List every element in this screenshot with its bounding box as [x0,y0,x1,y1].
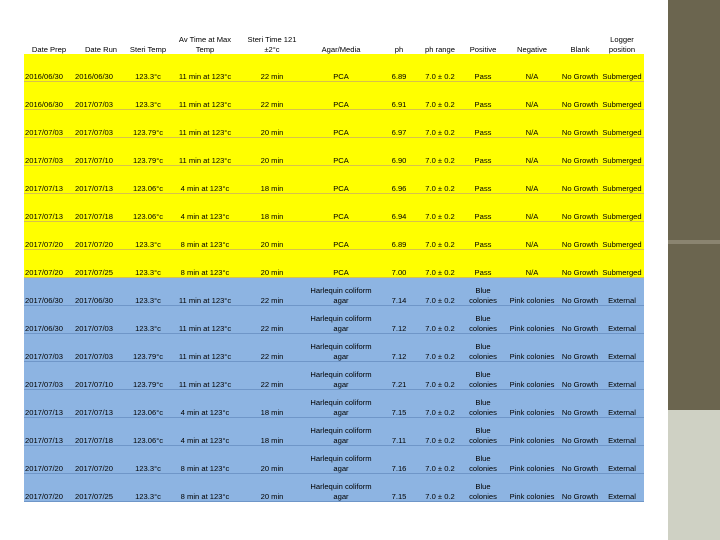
cell-steri-time: 18 min [242,390,302,418]
cell-agar-media: PCA [302,166,380,194]
table-row [24,54,644,82]
cell-positive: Blue colonies [462,306,504,334]
cell-negative: Pink colonies [504,474,560,502]
header-agar-media: Agar/Media [302,28,380,54]
cell-date-run: 2017/07/10 [74,138,128,166]
cell-date-prep: 2017/07/03 [24,138,74,166]
cell-date-prep: 2016/06/30 [24,54,74,82]
cell-negative: Pink colonies [504,334,560,362]
cell-agar-media: Harlequin coliform agar [302,446,380,474]
table-row [24,110,644,138]
sterilisation-log-table [24,28,644,502]
cell-ph: 7.12 [380,334,418,362]
cell-blank: No Growth [560,446,600,474]
header-logger-position: Logger position [600,28,644,54]
cell-steri-temp: 123.79°c [128,138,168,166]
cell-av-time: 11 min at 123°c [168,334,242,362]
cell-negative: Pink colonies [504,362,560,390]
cell-steri-time: 20 min [242,110,302,138]
cell-date-prep: 2016/06/30 [24,82,74,110]
cell-av-time: 4 min at 123°c [168,390,242,418]
cell-negative: Pink colonies [504,306,560,334]
cell-steri-temp: 123.06°c [128,418,168,446]
header-date-run: Date Run [74,28,128,54]
table-row [24,306,644,334]
cell-ph: 6.89 [380,222,418,250]
cell-av-time: 11 min at 123°c [168,54,242,82]
cell-agar-media: Harlequin coliform agar [302,474,380,502]
cell-steri-time: 20 min [242,446,302,474]
cell-av-time: 11 min at 123°c [168,138,242,166]
cell-positive: Blue colonies [462,418,504,446]
header-ph-range: ph range [418,28,462,54]
table-row [24,362,644,390]
cell-av-time: 11 min at 123°c [168,278,242,306]
cell-av-time: 8 min at 123°c [168,474,242,502]
cell-positive: Pass [462,250,504,278]
cell-blank: No Growth [560,334,600,362]
cell-blank: No Growth [560,250,600,278]
cell-ph: 7.21 [380,362,418,390]
cell-negative: Pink colonies [504,278,560,306]
cell-date-prep: 2017/07/03 [24,110,74,138]
cell-ph: 6.97 [380,110,418,138]
cell-date-prep: 2017/07/20 [24,250,74,278]
header-negative: Negative [504,28,560,54]
cell-date-run: 2017/07/18 [74,418,128,446]
cell-ph-range: 7.0 ± 0.2 [418,418,462,446]
header-steri-time: Steri Time 121 ±2°c [242,28,302,54]
cell-ph-range: 7.0 ± 0.2 [418,446,462,474]
cell-agar-media: Harlequin coliform agar [302,334,380,362]
decorative-side-bar [668,0,720,540]
cell-agar-media: PCA [302,138,380,166]
table-row [24,390,644,418]
cell-blank: No Growth [560,166,600,194]
cell-av-time: 4 min at 123°c [168,418,242,446]
cell-ph-range: 7.0 ± 0.2 [418,138,462,166]
cell-agar-media: Harlequin coliform agar [302,306,380,334]
cell-steri-temp: 123.79°c [128,362,168,390]
cell-steri-time: 22 min [242,362,302,390]
cell-positive: Blue colonies [462,334,504,362]
cell-negative: N/A [504,82,560,110]
cell-agar-media: Harlequin coliform agar [302,418,380,446]
cell-negative: N/A [504,54,560,82]
cell-positive: Pass [462,166,504,194]
cell-blank: No Growth [560,222,600,250]
cell-steri-time: 22 min [242,54,302,82]
cell-date-run: 2017/07/20 [74,222,128,250]
cell-logger-position: External [600,446,644,474]
cell-agar-media: PCA [302,82,380,110]
cell-av-time: 11 min at 123°c [168,110,242,138]
cell-logger-position: External [600,390,644,418]
cell-ph: 7.11 [380,418,418,446]
cell-steri-temp: 123.3°c [128,250,168,278]
cell-ph-range: 7.0 ± 0.2 [418,166,462,194]
cell-steri-temp: 123.3°c [128,82,168,110]
cell-blank: No Growth [560,306,600,334]
cell-negative: Pink colonies [504,418,560,446]
cell-ph-range: 7.0 ± 0.2 [418,110,462,138]
cell-date-prep: 2017/07/13 [24,390,74,418]
table-row [24,334,644,362]
cell-steri-temp: 123.06°c [128,390,168,418]
cell-av-time: 8 min at 123°c [168,446,242,474]
cell-steri-temp: 123.3°c [128,306,168,334]
cell-date-run: 2017/06/30 [74,278,128,306]
header-blank: Blank [560,28,600,54]
cell-date-prep: 2017/07/13 [24,166,74,194]
cell-blank: No Growth [560,278,600,306]
cell-steri-temp: 123.79°c [128,110,168,138]
table-row [24,474,644,502]
cell-date-run: 2017/07/20 [74,446,128,474]
cell-ph-range: 7.0 ± 0.2 [418,306,462,334]
cell-date-run: 2017/07/25 [74,250,128,278]
side-bar-accent [668,240,720,244]
cell-ph: 6.89 [380,54,418,82]
cell-blank: No Growth [560,474,600,502]
cell-logger-position: External [600,418,644,446]
cell-logger-position: Submerged [600,222,644,250]
header-steri-temp: Steri Temp [128,28,168,54]
table-row [24,166,644,194]
cell-av-time: 8 min at 123°c [168,250,242,278]
cell-agar-media: PCA [302,194,380,222]
cell-negative: N/A [504,194,560,222]
cell-steri-temp: 123.3°c [128,222,168,250]
cell-logger-position: Submerged [600,166,644,194]
cell-steri-temp: 123.06°c [128,194,168,222]
table-row [24,418,644,446]
cell-ph-range: 7.0 ± 0.2 [418,334,462,362]
cell-av-time: 4 min at 123°c [168,194,242,222]
cell-steri-time: 18 min [242,194,302,222]
cell-ph: 7.12 [380,306,418,334]
cell-positive: Pass [462,138,504,166]
cell-positive: Pass [462,82,504,110]
cell-negative: Pink colonies [504,390,560,418]
cell-steri-temp: 123.3°c [128,278,168,306]
cell-blank: No Growth [560,418,600,446]
cell-steri-time: 22 min [242,278,302,306]
cell-logger-position: Submerged [600,138,644,166]
cell-steri-temp: 123.79°c [128,334,168,362]
cell-logger-position: External [600,334,644,362]
cell-date-prep: 2017/06/30 [24,278,74,306]
cell-steri-time: 18 min [242,166,302,194]
cell-av-time: 4 min at 123°c [168,166,242,194]
cell-logger-position: External [600,362,644,390]
cell-date-prep: 2017/07/20 [24,446,74,474]
cell-date-prep: 2017/07/20 [24,222,74,250]
cell-ph: 7.15 [380,390,418,418]
cell-negative: N/A [504,110,560,138]
table-row [24,446,644,474]
cell-logger-position: External [600,278,644,306]
cell-date-run: 2017/07/13 [74,166,128,194]
table-row [24,222,644,250]
cell-agar-media: PCA [302,110,380,138]
cell-date-prep: 2017/07/13 [24,194,74,222]
cell-negative: N/A [504,166,560,194]
cell-agar-media: PCA [302,250,380,278]
cell-positive: Pass [462,110,504,138]
cell-ph-range: 7.0 ± 0.2 [418,54,462,82]
cell-logger-position: Submerged [600,82,644,110]
cell-ph: 7.15 [380,474,418,502]
cell-date-run: 2017/07/13 [74,390,128,418]
cell-positive: Pass [462,194,504,222]
cell-date-prep: 2017/06/30 [24,306,74,334]
cell-ph: 6.90 [380,138,418,166]
cell-date-prep: 2017/07/20 [24,474,74,502]
cell-logger-position: External [600,474,644,502]
header-positive: Positive [462,28,504,54]
cell-ph-range: 7.0 ± 0.2 [418,474,462,502]
cell-date-run: 2017/07/03 [74,334,128,362]
cell-positive: Blue colonies [462,474,504,502]
cell-logger-position: Submerged [600,250,644,278]
header-av-time: Av Time at Max Temp [168,28,242,54]
cell-date-run: 2017/07/18 [74,194,128,222]
cell-steri-time: 20 min [242,474,302,502]
header-ph: ph [380,28,418,54]
cell-ph-range: 7.0 ± 0.2 [418,390,462,418]
cell-date-prep: 2017/07/03 [24,362,74,390]
cell-steri-temp: 123.3°c [128,54,168,82]
cell-ph: 6.96 [380,166,418,194]
cell-agar-media: PCA [302,54,380,82]
cell-ph-range: 7.0 ± 0.2 [418,194,462,222]
table-row [24,250,644,278]
cell-logger-position: Submerged [600,54,644,82]
cell-positive: Blue colonies [462,362,504,390]
cell-positive: Blue colonies [462,278,504,306]
table-row [24,278,644,306]
cell-positive: Pass [462,222,504,250]
cell-blank: No Growth [560,110,600,138]
cell-steri-time: 20 min [242,222,302,250]
cell-steri-temp: 123.3°c [128,474,168,502]
cell-agar-media: Harlequin coliform agar [302,362,380,390]
cell-logger-position: External [600,306,644,334]
cell-ph-range: 7.0 ± 0.2 [418,278,462,306]
cell-steri-time: 20 min [242,250,302,278]
cell-ph: 7.16 [380,446,418,474]
cell-blank: No Growth [560,82,600,110]
cell-blank: No Growth [560,194,600,222]
table-row [24,194,644,222]
cell-av-time: 8 min at 123°c [168,222,242,250]
table-row [24,82,644,110]
cell-date-prep: 2017/07/03 [24,334,74,362]
cell-ph-range: 7.0 ± 0.2 [418,82,462,110]
cell-steri-time: 22 min [242,334,302,362]
side-bar-light-segment [668,410,720,540]
cell-ph: 6.94 [380,194,418,222]
cell-av-time: 11 min at 123°c [168,362,242,390]
cell-date-run: 2017/07/25 [74,474,128,502]
cell-blank: No Growth [560,138,600,166]
cell-blank: No Growth [560,362,600,390]
cell-positive: Blue colonies [462,446,504,474]
cell-date-run: 2017/07/03 [74,82,128,110]
cell-ph-range: 7.0 ± 0.2 [418,362,462,390]
header-date-prep: Date Prep [24,28,74,54]
cell-av-time: 11 min at 123°c [168,306,242,334]
cell-date-prep: 2017/07/13 [24,418,74,446]
cell-blank: No Growth [560,390,600,418]
table-row [24,138,644,166]
cell-ph-range: 7.0 ± 0.2 [418,250,462,278]
cell-ph-range: 7.0 ± 0.2 [418,222,462,250]
cell-date-run: 2017/07/03 [74,306,128,334]
cell-logger-position: Submerged [600,110,644,138]
cell-negative: Pink colonies [504,446,560,474]
cell-date-run: 2017/07/03 [74,110,128,138]
cell-agar-media: Harlequin coliform agar [302,278,380,306]
cell-agar-media: Harlequin coliform agar [302,390,380,418]
cell-negative: N/A [504,222,560,250]
cell-positive: Pass [462,54,504,82]
cell-steri-time: 18 min [242,418,302,446]
cell-steri-temp: 123.06°c [128,166,168,194]
cell-steri-time: 22 min [242,82,302,110]
cell-steri-time: 20 min [242,138,302,166]
cell-av-time: 11 min at 123°c [168,82,242,110]
cell-negative: N/A [504,250,560,278]
cell-steri-temp: 123.3°c [128,446,168,474]
cell-ph: 7.00 [380,250,418,278]
cell-logger-position: Submerged [600,194,644,222]
cell-ph: 7.14 [380,278,418,306]
cell-steri-time: 22 min [242,306,302,334]
cell-positive: Blue colonies [462,390,504,418]
cell-negative: N/A [504,138,560,166]
cell-date-run: 2016/06/30 [74,54,128,82]
table-header-row [24,28,644,54]
cell-date-run: 2017/07/10 [74,362,128,390]
cell-ph: 6.91 [380,82,418,110]
cell-agar-media: PCA [302,222,380,250]
cell-blank: No Growth [560,54,600,82]
